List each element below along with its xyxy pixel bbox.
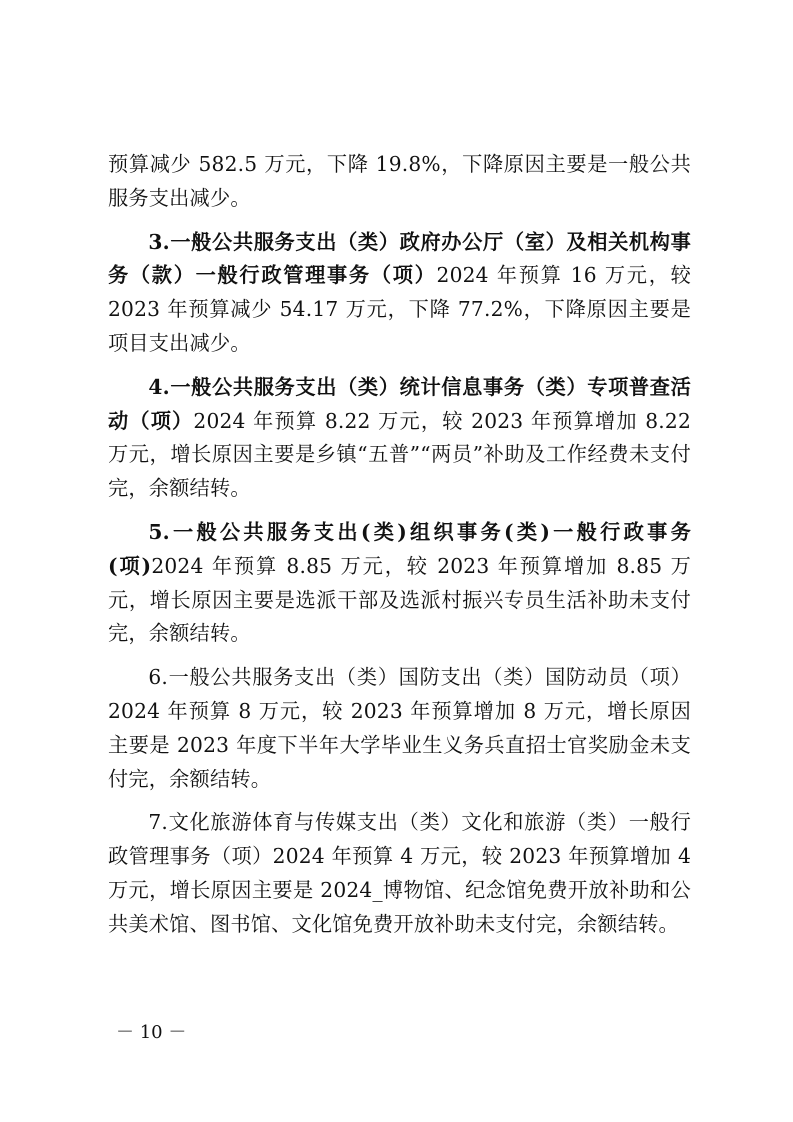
page-number: － 10 －	[116, 1022, 187, 1043]
paragraph-1	[108, 148, 691, 216]
paragraph-1-text: 预算减少 582.5 万元，下降 19.8%，下降原因主要是一般公共服务支出减少。	[108, 152, 691, 210]
paragraph-4-text: 2024 年预算 8.85 万元，较 2023 年预算增加 8.85 万元，增长原因主要是选派干部及选派村振兴专员生活补助未支付完，余额结转。	[108, 553, 691, 646]
paragraph-4-lead: 5.一般公共服务支出(类)组织事务(类)一般行政事务(项)	[108, 519, 691, 578]
paragraph-3	[108, 371, 691, 506]
paragraph-6	[108, 806, 691, 941]
paragraph-4	[108, 516, 691, 651]
paragraph-2	[108, 226, 691, 361]
paragraph-6-lead: 7.文化旅游体育与传媒支出（类）文化和旅游（类）一般行政管理事务（项）	[108, 810, 691, 869]
paragraph-6-text: 2024 年预算 4 万元，较 2023 年预算增加 4 万元，增长原因主要是 2024_博物馆、纪念馆免费开放补助和公共美术馆、图书馆、文化馆免费开放补助未支付完，余额结转。	[108, 844, 691, 936]
paragraph-5	[108, 661, 691, 796]
paragraph-5-text: 2024 年预算 8 万元，较 2023 年预算增加 8 万元，增长原因主要是 2023 年度下半年大学毕业生义务兵直招士官奖励金未支付完，余额结转。	[108, 698, 691, 791]
paragraph-5-lead: 6.一般公共服务支出（类）国防支出（类）国防动员（项）	[148, 665, 691, 690]
paragraph-2-lead: 3.一般公共服务支出（类）政府办公厅（室）及相关机构事务（款）一般行政管理事务（项）	[108, 229, 691, 288]
document-body	[108, 148, 691, 952]
paragraph-2-text: 2024 年预算 16 万元，较 2023 年预算减少 54.17 万元，下降 77.2%，下降原因主要是项目支出减少。	[108, 263, 691, 355]
paragraph-3-text: 2024 年预算 8.22 万元，较 2023 年预算增加 8.22 万元，增长原因主要是乡镇“五普”“两员”补助及工作经费未支付完，余额结转。	[108, 408, 691, 501]
paragraph-3-lead: 4.一般公共服务支出（类）统计信息事务（类）专项普查活动（项）	[108, 374, 691, 433]
